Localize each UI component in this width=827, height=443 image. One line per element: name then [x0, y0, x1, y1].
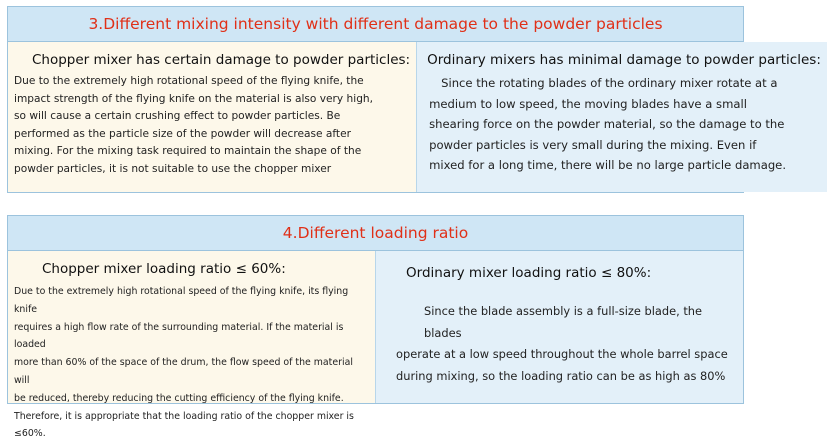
- chopper-mixer-panel: [8, 251, 376, 440]
- text-line: performed as the particle size of the powder will decrease after: [14, 127, 351, 140]
- ordinary-mixer-panel: [417, 42, 827, 192]
- text-line: operate at a low speed throughout the whole barrel space: [396, 347, 728, 361]
- section-mixing-intensity: [7, 6, 821, 193]
- text-line: Due to the extremely high rotational speed of the flying knife, its flying knife: [14, 286, 349, 315]
- text-line: during mixing, so the loading ratio can be as high as 80%: [396, 368, 726, 383]
- section-loading-ratio: [7, 215, 744, 440]
- chopper-mixer-text: [14, 73, 410, 178]
- text-line: impact strength of the flying knife on the material is also very high,: [14, 92, 374, 105]
- text-line: medium to low speed, the moving blades have a small: [429, 96, 747, 111]
- text-line: Therefore, it is appropriate that the loading ratio of the chopper mixer is: [14, 410, 354, 422]
- text-line: be reduced, thereby reducing the cutting efficiency of the flying knife.: [14, 392, 344, 404]
- ordinary-mixer-text: [382, 301, 737, 387]
- section-title: 4.Different loading ratio: [8, 216, 743, 251]
- ordinary-mixer-heading: Ordinary mixers has minimal damage to powder particles:: [427, 52, 821, 68]
- comparison-columns: [8, 251, 743, 440]
- chopper-mixer-panel: [8, 42, 417, 192]
- text-line: requires a high flow rate of the surrounding material. If the material is loaded: [14, 321, 344, 351]
- section-title: 3.Different mixing intensity with different damage to the powder particles: [8, 7, 743, 42]
- text-line: Due to the extremely high rotational speed of the flying knife, the: [14, 75, 364, 87]
- text-line: so will cause a certain crushing effect to powder particles. Be: [14, 110, 341, 122]
- text-line: ≤60%.: [14, 428, 46, 440]
- ordinary-mixer-panel: [376, 251, 743, 403]
- ordinary-mixer-text: [423, 73, 821, 176]
- text-line: more than 60% of the space of the drum, the flow speed of the material will: [14, 357, 353, 386]
- comparison-columns: [8, 42, 821, 192]
- text-line: powder particles, it is not suitable to use the chopper mixer: [14, 162, 332, 175]
- chopper-mixer-heading: Chopper mixer has certain damage to powder particles:: [32, 52, 411, 68]
- text-line: mixing. For the mixing task required to maintain the shape of the: [14, 145, 362, 157]
- text-line: shearing force on the powder material, so the damage to the: [429, 117, 785, 131]
- text-line: Since the rotating blades of the ordinary mixer rotate at a: [441, 76, 778, 90]
- text-line: mixed for a long time, there will be no large particle damage.: [429, 158, 787, 172]
- chopper-mixer-text: [14, 283, 369, 443]
- text-line: powder particles is very small during the mixing. Even if: [429, 137, 757, 152]
- chopper-mixer-heading: Chopper mixer loading ratio ≤ 60%:: [42, 261, 286, 277]
- ordinary-mixer-heading: Ordinary mixer loading ratio ≤ 80%:: [406, 265, 652, 281]
- text-line: Since the blade assembly is a full-size blade, the blades: [424, 304, 703, 340]
